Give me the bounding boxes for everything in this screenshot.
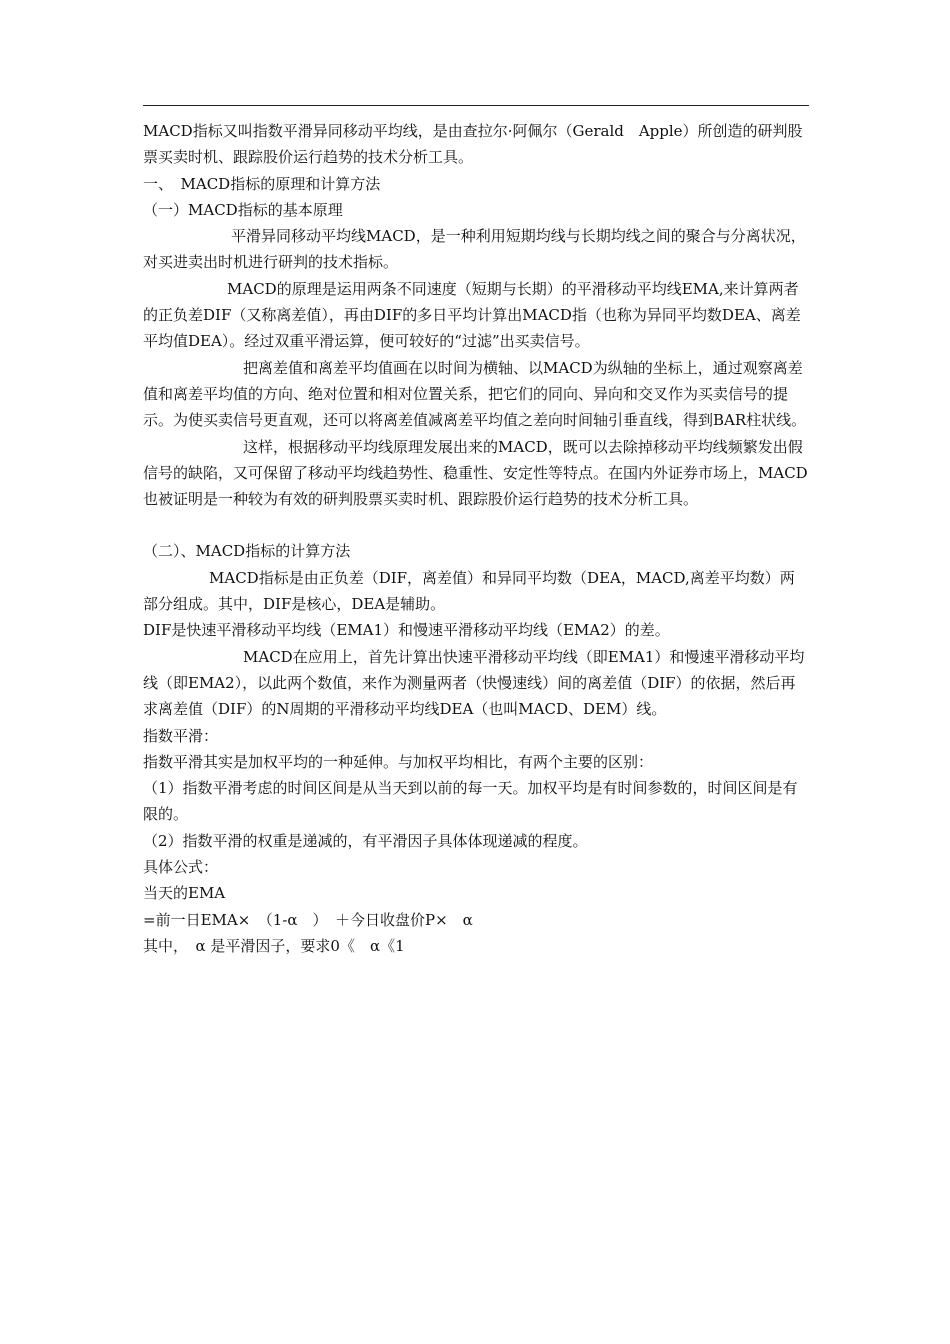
paragraph-13: 当天的EMA — [143, 884, 226, 903]
paragraph-5: MACD指标是由正负差（DIF，离差值）和异同平均数（DEA，MACD,离差平均数）两部分组成。其中，DIF是核心，DEA是辅助。 — [143, 568, 795, 614]
paragraph-10: （1）指数平滑考虑的时间区间是从当天到以前的每一天。加权平均是有时间参数的，时间区间是有限的。 — [143, 779, 798, 824]
paragraph-2: MACD的原理是运用两条不同速度（短期与长期）的平滑移动平均线EMA,来计算两者的正负差DIF（又称离差值），再由DIF的多日平均计算出MACD指（也称为异同平均数DEA、离差平均值DEA）。经过双重平滑运算，便可较好的“过滤”出买卖信号。 — [143, 279, 801, 351]
paragraph-8: 指数平滑： — [143, 726, 219, 745]
section-heading-1: 一、 MACD指标的原理和计算方法 — [143, 174, 381, 193]
paragraph-6: DIF是快速平滑移动平均线（EMA1）和慢速平滑移动平均线（EMA2）的差。 — [143, 621, 670, 640]
paragraph-3: 把离差值和离差平均值画在以时间为横轴、以MACD为纵轴的坐标上，通过观察离差值和离差平均值的方向、绝对位置和相对位置关系，把它们的同向、异向和交叉作为买卖信号的提示。为使买卖信号更直观，还可以将离差值减离差平均值之差向时间轴引垂直线，得到BAR柱状线。 — [143, 358, 807, 430]
paragraph-1: 平滑异同移动平均线MACD，是一种利用短期均线与长期均线之间的聚合与分离状况，对买进卖出时机进行研判的技术指标。 — [143, 227, 806, 272]
subsection-heading-2: （二）、MACD指标的计算方法 — [143, 542, 351, 561]
paragraph-9: 指数平滑其实是加权平均的一种延伸。与加权平均相比，有两个主要的区别： — [143, 752, 654, 771]
document-body — [143, 118, 809, 959]
blank-line — [143, 512, 809, 538]
paragraph-12: 具体公式： — [143, 858, 219, 877]
intro-paragraph: MACD指标又叫指数平滑异同移动平均线，是由查拉尔·阿佩尔（Gerald Apple）所创造的研判股票买卖时机、跟踪股价运行趋势的技术分析工具。 — [143, 122, 803, 167]
formula-line: =前一日EMA× （1-α ） ＋今日收盘价P× α — [143, 910, 473, 929]
paragraph-7: MACD在应用上，首先计算出快速平滑移动平均线（即EMA1）和慢速平滑移动平均线（即EMA2），以此两个数值，来作为测量两者（快慢速线）间的离差值（DIF）的依据，然后再求离差值（DIF）的N周期的平滑移动平均线DEA（也叫MACD、DEM）线。 — [143, 647, 805, 719]
paragraph-11: （2）指数平滑的权重是递减的，有平滑因子具体体现递减的程度。 — [143, 831, 588, 850]
paragraph-15: 其中， α 是平滑因子，要求0《 α《1 — [143, 936, 405, 955]
subsection-heading-1: （一）MACD指标的基本原理 — [143, 200, 343, 219]
paragraph-4: 这样，根据移动平均线原理发展出来的MACD，既可以去除掉移动平均线频繁发出假信号的缺陷，又可保留了移动平均线趋势性、稳重性、安定性等特点。在国内外证券市场上，MACD也被证明是一种较为有效的研判股票买卖时机、跟踪股价运行趋势的技术分析工具。 — [143, 437, 808, 509]
header-rule — [143, 105, 809, 106]
